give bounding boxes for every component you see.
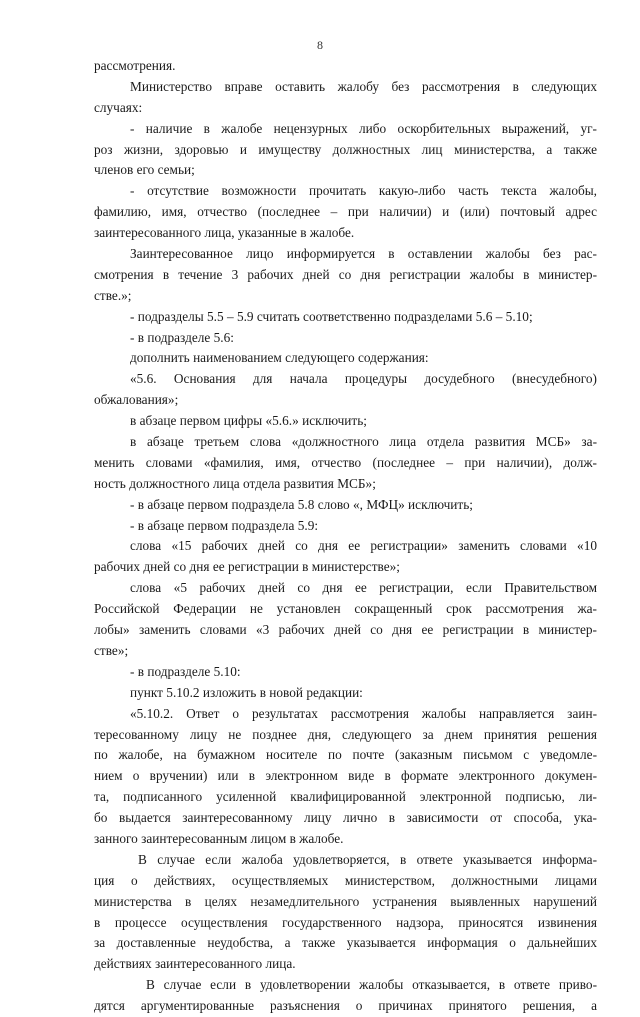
page-number: 8 bbox=[317, 38, 323, 52]
text-line: лобы» заменить словами «3 рабочих дней со дня ее регистрации в министер- bbox=[94, 622, 597, 638]
text-line: занного заинтересованным лицом в жалобе. bbox=[94, 830, 344, 846]
text-line: фамилию, имя, отчество (последнее – при наличии) и (или) почтовый адрес bbox=[94, 204, 597, 220]
text-line: Заинтересованное лицо информируется в оставлении жалобы без рас- bbox=[130, 246, 597, 262]
text-line: та, подписанного усиленной квалифицированной электронной подписью, ли- bbox=[94, 789, 597, 805]
text-line: В случае если в удовлетворении жалобы отказывается, в ответе приво- bbox=[146, 977, 597, 993]
text-line: действиях заинтересованного лица. bbox=[94, 956, 296, 972]
text-line: министерства в целях незамедлительного устранения выявленных нарушений bbox=[94, 893, 597, 909]
text-line: слова «5 рабочих дней со дня ее регистрации, если Правительством bbox=[130, 580, 597, 596]
text-line: случаях: bbox=[94, 99, 143, 115]
text-line: «5.6. Основания для начала процедуры досудебного (внесудебного) bbox=[130, 371, 597, 387]
text-line: обжалования»; bbox=[94, 392, 179, 408]
text-line: пункт 5.10.2 изложить в новой редакции: bbox=[130, 684, 363, 700]
text-line: - в абзаце первом подраздела 5.8 слово «, МФЦ» исключить; bbox=[130, 496, 473, 512]
text-line: - в подразделе 5.10: bbox=[130, 663, 241, 679]
text-line: дополнить наименованием следующего содержания: bbox=[130, 350, 429, 366]
text-line: в абзаце третьем слова «должностного лица отдела развития МСБ» за- bbox=[130, 434, 597, 450]
text-line: в абзаце первом цифры «5.6.» исключить; bbox=[130, 413, 367, 429]
text-line: роз жизни, здоровью и имуществу должностных лиц министерства, а также bbox=[94, 141, 597, 157]
text-line: - подразделы 5.5 – 5.9 считать соответственно подразделами 5.6 – 5.10; bbox=[130, 308, 533, 324]
text-line: заинтересованного лица, указанные в жалобе. bbox=[94, 225, 355, 241]
text-line: - в подразделе 5.6: bbox=[130, 329, 234, 345]
text-line: Министерство вправе оставить жалобу без рассмотрения в следующих bbox=[130, 78, 597, 94]
text-line: слова «15 рабочих дней со дня ее регистрации» заменить словами «10 bbox=[130, 538, 597, 554]
text-line: стве.»; bbox=[94, 287, 132, 303]
text-line: Российской Федерации не установлен сокращенный срок рассмотрения жа- bbox=[94, 601, 597, 617]
text-line: смотрения в течение 3 рабочих дней со дня регистрации жалобы в министер- bbox=[94, 266, 597, 282]
text-line: ция о действиях, осуществляемых министерством, должностными лицами bbox=[94, 872, 597, 888]
text-line: стве»; bbox=[94, 642, 129, 658]
text-line: рабочих дней со дня ее регистрации в министерстве»; bbox=[94, 559, 400, 575]
document-body bbox=[94, 56, 597, 1017]
text-line: В случае если жалоба удовлетворяется, в ответе указывается информа- bbox=[138, 851, 597, 867]
text-line: менить словами «фамилия, имя, отчество (последнее – при наличии), долж- bbox=[94, 454, 597, 470]
text-line: рассмотрения. bbox=[94, 58, 176, 73]
text-line: в процессе осуществления государственного надзора, приносятся извинения bbox=[94, 914, 597, 930]
text-line: нием о вручении) или в электронном виде в формате электронного докумен- bbox=[94, 768, 597, 784]
text-line: «5.10.2. Ответ о результатах рассмотрения жалобы направляется заин- bbox=[130, 705, 597, 721]
text-line: тересованному лицу не позднее дня, следующего за днем принятия решения bbox=[94, 726, 597, 742]
text-line: - отсутствие возможности прочитать какую-либо часть текста жалобы, bbox=[130, 183, 597, 199]
text-line: - наличие в жалобе нецензурных либо оскорбительных выражений, уг- bbox=[130, 120, 597, 136]
text-line: по жалобе, на бумажном носителе по почте (заказным письмом с уведомле- bbox=[94, 747, 597, 763]
text-line: - в абзаце первом подраздела 5.9: bbox=[130, 517, 319, 533]
text-line: за доставленные неудобства, а также указывается информация о дальнейших bbox=[94, 935, 597, 951]
text-line: дятся аргументированные разъяснения о причинах принятого решения, а bbox=[94, 998, 597, 1014]
text-line: бо выдается заинтересованному лицу лично в зависимости от способа, ука- bbox=[94, 810, 597, 826]
text-line: ность должностного лица отдела развития МСБ»; bbox=[94, 475, 376, 491]
text-line: членов его семьи; bbox=[94, 162, 195, 178]
